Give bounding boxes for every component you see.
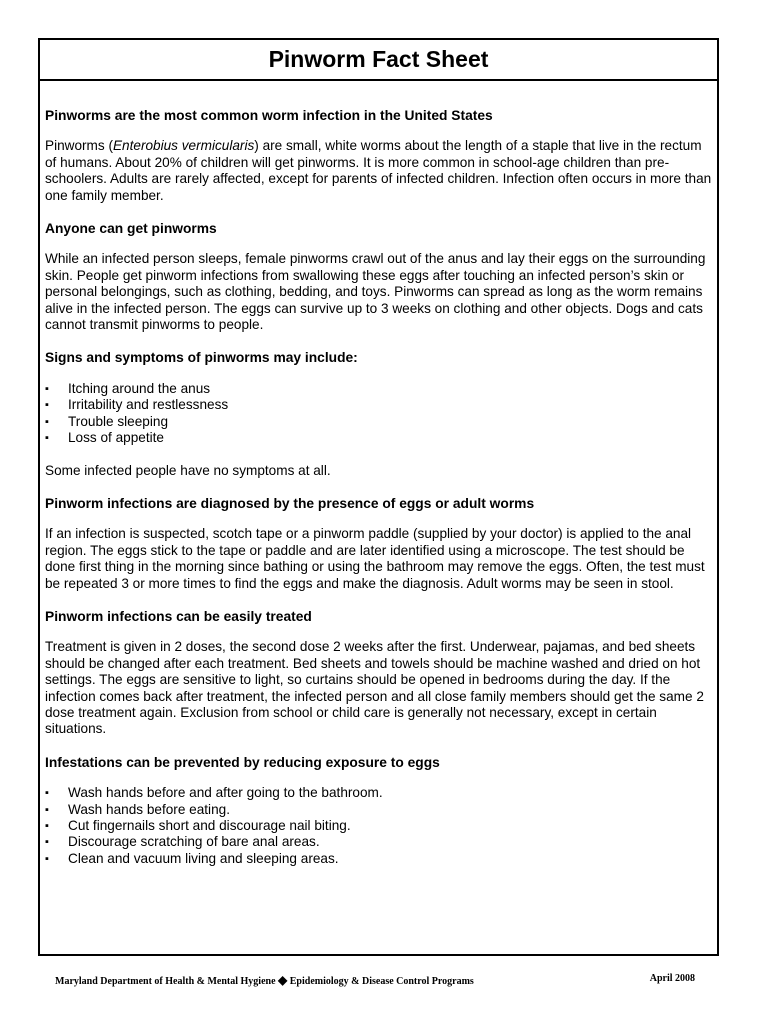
list-item: ▪ Loss of appetite <box>45 430 713 446</box>
list-item: ▪ Clean and vacuum living and sleeping areas. <box>45 851 713 867</box>
list-item: ▪ Trouble sleeping <box>45 414 713 430</box>
section-heading-anyone: Anyone can get pinworms <box>45 221 217 237</box>
section-paragraph-diagnosis: If an infection is suspected, scotch tape or a pinworm paddle (supplied by your doctor) is applied to the anal region. The eggs stick to the tape or paddle and are later identified using a microscope. The test should be done first thing in the morning since bathing or using the bathroom may remove the eggs. Often, the test must be repeated 3 or more times to find the eggs and make the diagnosis. Adult worms may be seen in stool. <box>45 526 705 591</box>
footer-program: Epidemiology & Disease Control Programs <box>289 976 474 987</box>
section-paragraph-common <box>45 138 713 204</box>
scientific-name: Enterobius vermicularis <box>112 138 255 154</box>
section-heading-diagnosis: Pinworm infections are diagnosed by the presence of eggs or adult worms <box>45 495 535 511</box>
list-item: ▪ Irritability and restlessness <box>45 397 713 413</box>
page-title: Pinworm Fact Sheet <box>40 40 717 81</box>
list-item: ▪ Discourage scratching of bare anal areas. <box>45 834 713 850</box>
text-segment: Pinworms ( <box>45 138 113 154</box>
text-segment: ) are small, white worms about the length of a staple that live in the rectum of humans. About 20% of children will get pinworms. It is more common in school-age children than pre-schoolers. Adults are rarely affected, except for parents of infected children. Infection often occurs in more than one family member. <box>45 138 712 203</box>
content-body <box>40 108 717 867</box>
diamond-icon: ◆ <box>278 973 288 987</box>
section-paragraph-anyone: While an infected person sleeps, female pinworms crawl out of the anus and lay their eggs on the surrounding skin. People get pinworm infections from swallowing these eggs after touching an infected person’s skin or personal belongings, such as clothing, bedding, and toys. Pinworms can spread as long as the worm remains alive in the infected person. The eggs can survive up to 3 weeks on clothing and other objects. Dogs and cats cannot transmit pinworms to people. <box>45 251 706 333</box>
list-item: ▪ Wash hands before and after going to the bathroom. <box>45 785 713 801</box>
symptoms-list <box>45 381 713 447</box>
list-item: ▪ Itching around the anus <box>45 381 713 397</box>
section-heading-prevention: Infestations can be prevented by reducing exposure to eggs <box>45 754 440 770</box>
section-paragraph-treatment: Treatment is given in 2 doses, the second dose 2 weeks after the first. Underwear, pajamas, and bed sheets should be changed after each treatment. Bed sheets and towels should be machine washed and dried on hot settings. The eggs are sensitive to light, so curtains should be opened in bedrooms during the day. If the infection comes back after treatment, the infected person and all close family members should get the same 2 dose treatment again. Exclusion from school or child care is generally not necessary, except in certain situations. <box>45 639 704 737</box>
section-heading-symptoms: Signs and symptoms of pinworms may include: <box>45 350 358 366</box>
footer-department: Maryland Department of Health & Mental Hygiene <box>55 976 276 987</box>
section-heading-common: Pinworms are the most common worm infection in the United States <box>45 108 493 123</box>
footer-date: April 2008 <box>649 973 695 984</box>
prevention-list <box>45 785 713 867</box>
list-item: ▪ Cut fingernails short and discourage nail biting. <box>45 818 713 834</box>
section-heading-treatment: Pinworm infections can be easily treated <box>45 608 312 624</box>
page-footer <box>55 973 695 988</box>
fact-sheet-frame <box>38 38 719 956</box>
symptoms-note: Some infected people have no symptoms at all. <box>45 462 331 478</box>
list-item: ▪ Wash hands before eating. <box>45 802 713 818</box>
